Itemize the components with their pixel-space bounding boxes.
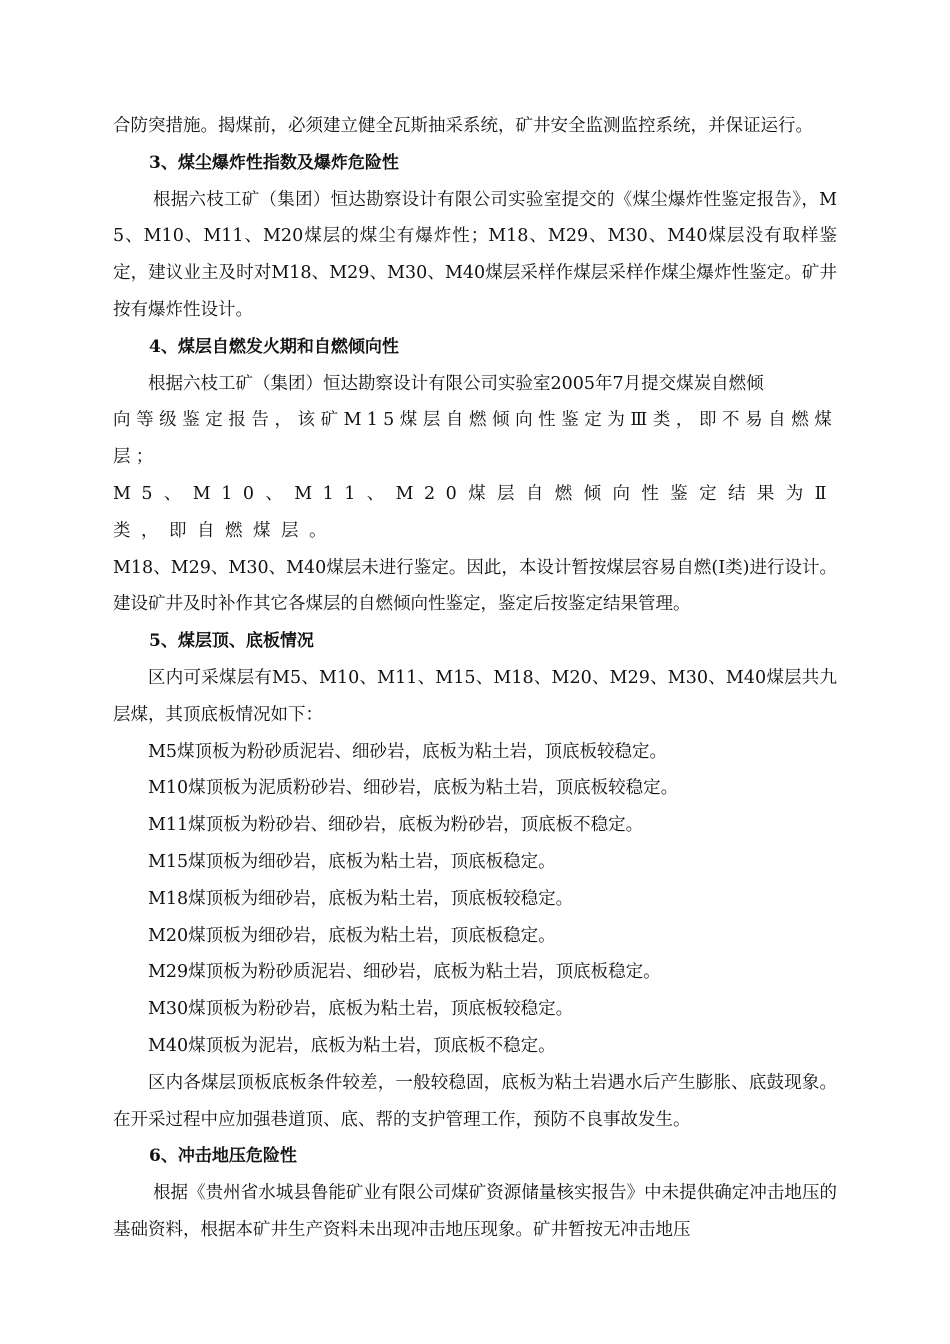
list-item-roof-m10: M10煤顶板为泥质粉砂岩、细砂岩，底板为粘土岩，顶底板较稳定。 <box>148 778 679 799</box>
heading-roof-floor-conditions: 5、煤层顶、底板情况 <box>149 631 314 652</box>
paragraph-line: 根据六枝工矿（集团）恒达勘察设计有限公司实验室2005年7月提交煤炭自燃倾 <box>148 373 764 394</box>
list-item-roof-m5: M5煤顶板为粉砂质泥岩、细砂岩，底板为粘土岩，顶底板较稳定。 <box>148 741 668 762</box>
paragraph-spontaneous-combustion <box>113 366 837 624</box>
paragraph-outburst-measures: 合防突措施。揭煤前，必须建立健全瓦斯抽采系统，矿井安全监测监控系统，并保证运行。 <box>113 116 813 136</box>
heading-coal-dust-explosivity: 3、煤尘爆炸性指数及爆炸危险性 <box>149 152 399 173</box>
paragraph-roof-floor-summary: 区内各煤层顶板底板条件较差，一般较稳固，底板为粘土岩遇水后产生膨胀、底鼓现象。在开采过程中应加强巷道顶、底、帮的支护管理工作，预防不良事故发生。 <box>113 1072 837 1130</box>
list-item-roof-m11: M11煤顶板为粉砂岩、细砂岩，底板为粉砂岩，顶底板不稳定。 <box>148 815 644 836</box>
list-item-roof-m40: M40煤顶板为泥岩，底板为粘土岩，顶底板不稳定。 <box>148 1035 556 1056</box>
list-item-roof-m30: M30煤顶板为粉砂岩，底板为粘土岩，顶底板较稳定。 <box>148 999 574 1020</box>
list-item-roof-m29: M29煤顶板为粉砂质泥岩、细砂岩，底板为粘土岩，顶底板稳定。 <box>148 962 661 983</box>
paragraph-line: M5、M10、M11、M20煤层自燃倾向性鉴定结果为Ⅱ类，即自燃煤层。 <box>113 483 837 541</box>
heading-rock-burst: 6、冲击地压危险性 <box>149 1146 297 1167</box>
list-item-roof-m18: M18煤顶板为细砂岩，底板为粘土岩，顶底板较稳定。 <box>148 888 574 909</box>
list-item-roof-m15: M15煤顶板为细砂岩，底板为粘土岩，顶底板稳定。 <box>148 851 556 872</box>
paragraph-rock-burst: 根据《贵州省水城县鲁能矿业有限公司煤矿资源储量核实报告》中未提供确定冲击地压的基础资料，根据本矿井生产资料未出现冲击地压现象。矿井暂按无冲击地压 <box>113 1183 837 1240</box>
list-item-roof-m20: M20煤顶板为细砂岩，底板为粘土岩，顶底板稳定。 <box>148 925 556 946</box>
paragraph-minable-seams: 区内可采煤层有M5、M10、M11、M15、M18、M20、M29、M30、M40煤层共九层煤，其顶底板情况如下： <box>113 667 837 725</box>
heading-spontaneous-combustion: 4、煤层自燃发火期和自燃倾向性 <box>149 336 399 357</box>
paragraph-line: 向等级鉴定报告，该矿M15煤层自燃倾向性鉴定为Ⅲ类，即不易自燃煤层； <box>113 410 837 468</box>
paragraph-coal-dust-explosivity: 根据六枝工矿（集团）恒达勘察设计有限公司实验室提交的《煤尘爆炸性鉴定报告》，M5、M10、M11、M20煤层的煤尘有爆炸性；M18、M29、M30、M40煤层没有取样鉴定，建议业主及时对M18、M29、M30、M40煤层采样作煤层采样作煤尘爆炸性鉴定。矿井按有爆炸性设计。 <box>113 189 837 320</box>
document-body <box>113 108 837 1249</box>
paragraph-line: M18、M29、M30、M40煤层未进行鉴定。因此，本设计暂按煤层容易自燃(I类)进行设计。建设矿井及时补作其它各煤层的自燃倾向性鉴定，鉴定后按鉴定结果管理。 <box>113 557 837 615</box>
